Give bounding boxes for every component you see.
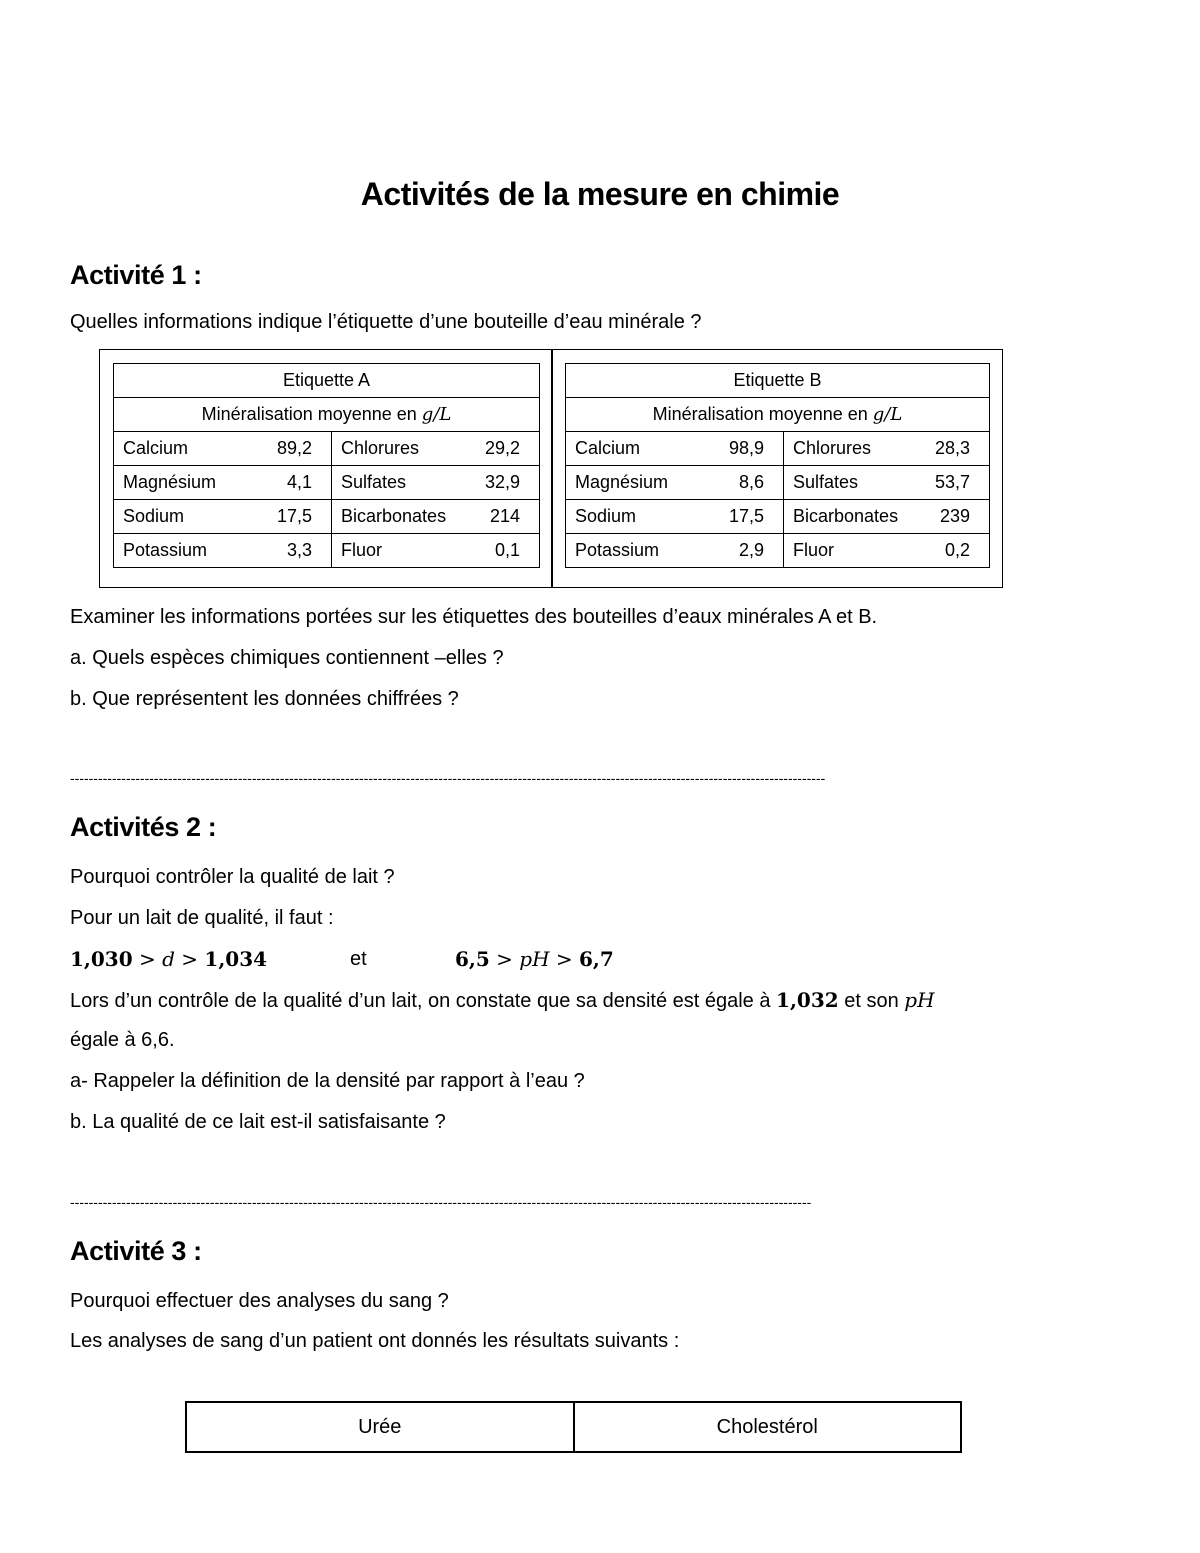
- label-a-cell: Potassium 3,3: [114, 534, 332, 568]
- activity-1-heading: Activité 1 :: [70, 260, 202, 290]
- activity-2-condition-intro: Pour un lait de qualité, il faut :: [70, 907, 334, 929]
- density-condition: 1,030 > d > 1,034: [70, 947, 268, 971]
- activity-2-question-a: a- Rappeler la définition de la densité par rapport à l’eau ?: [70, 1070, 585, 1092]
- label-table-a: [113, 363, 540, 568]
- label-b-cell: Bicarbonates 239: [784, 500, 990, 534]
- blood-results-table: [185, 1401, 962, 1453]
- table-header-uree: Urée: [186, 1402, 574, 1452]
- label-b-cell: Magnésium 8,6: [566, 466, 784, 500]
- separator-2: ---------------------------------------------------------------------------------------------------------------------------------------------------------------: [70, 1194, 812, 1210]
- activity-1-instruction: Examiner les informations portées sur les étiquettes des bouteilles d’eaux minérales A et B.: [70, 606, 878, 628]
- label-b-cell: Fluor 0,2: [784, 534, 990, 568]
- label-b-title: Etiquette B: [566, 364, 990, 398]
- activity-2-statement-continued: égale à 6,6.: [70, 1029, 175, 1051]
- activity-1-question-a: a. Quels espèces chimiques contiennent –elles ?: [70, 647, 504, 669]
- ph-condition: 6,5 > pH > 6,7: [455, 947, 614, 971]
- condition-and: et: [350, 948, 367, 970]
- label-table-b: [565, 363, 990, 568]
- label-a-subtitle: Minéralisation moyenne en g/L: [114, 398, 540, 432]
- activity-3-question: Pourquoi effectuer des analyses du sang ?: [70, 1290, 449, 1312]
- label-a-unit: g/L: [421, 404, 452, 425]
- page-title: Activités de la mesure en chimie: [360, 176, 840, 212]
- label-b-cell: Calcium 98,9: [566, 432, 784, 466]
- table-header-cholesterol: Cholestérol: [574, 1402, 962, 1452]
- label-a-title: Etiquette A: [114, 364, 540, 398]
- activity-1-question-b: b. Que représentent les données chiffrées ?: [70, 688, 459, 710]
- activity-3-intro: Les analyses de sang d’un patient ont donnés les résultats suivants :: [70, 1330, 680, 1352]
- activity-2-statement: Lors d’un contrôle de la qualité d’un lait, on constate que sa densité est égale à 1,032 et son pH: [70, 988, 935, 1012]
- label-a-cell: Bicarbonates 214: [332, 500, 540, 534]
- label-a-cell: Chlorures 29,2: [332, 432, 540, 466]
- label-b-subtitle: Minéralisation moyenne en g/L: [566, 398, 990, 432]
- label-a-cell: Sodium 17,5: [114, 500, 332, 534]
- activity-2-question-b: b. La qualité de ce lait est-il satisfaisante ?: [70, 1111, 446, 1133]
- activity-3-heading: Activité 3 :: [70, 1236, 202, 1266]
- separator-1: ------------------------------------------------------------------------------------------------------------------------------------------------------------------: [70, 770, 826, 786]
- label-b-cell: Potassium 2,9: [566, 534, 784, 568]
- label-a-cell: Magnésium 4,1: [114, 466, 332, 500]
- activity-2-heading: Activités 2 :: [70, 812, 217, 842]
- label-a-cell: Sulfates 32,9: [332, 466, 540, 500]
- label-b-unit: g/L: [872, 404, 903, 425]
- label-a-cell: Calcium 89,2: [114, 432, 332, 466]
- label-b-cell: Chlorures 28,3: [784, 432, 990, 466]
- label-a-cell: Fluor 0,1: [332, 534, 540, 568]
- activity-2-question: Pourquoi contrôler la qualité de lait ?: [70, 866, 395, 888]
- label-b-cell: Sulfates 53,7: [784, 466, 990, 500]
- activity-1-question: Quelles informations indique l’étiquette d’une bouteille d’eau minérale ?: [70, 311, 702, 333]
- label-b-cell: Sodium 17,5: [566, 500, 784, 534]
- labels-frame-divider: [551, 349, 553, 588]
